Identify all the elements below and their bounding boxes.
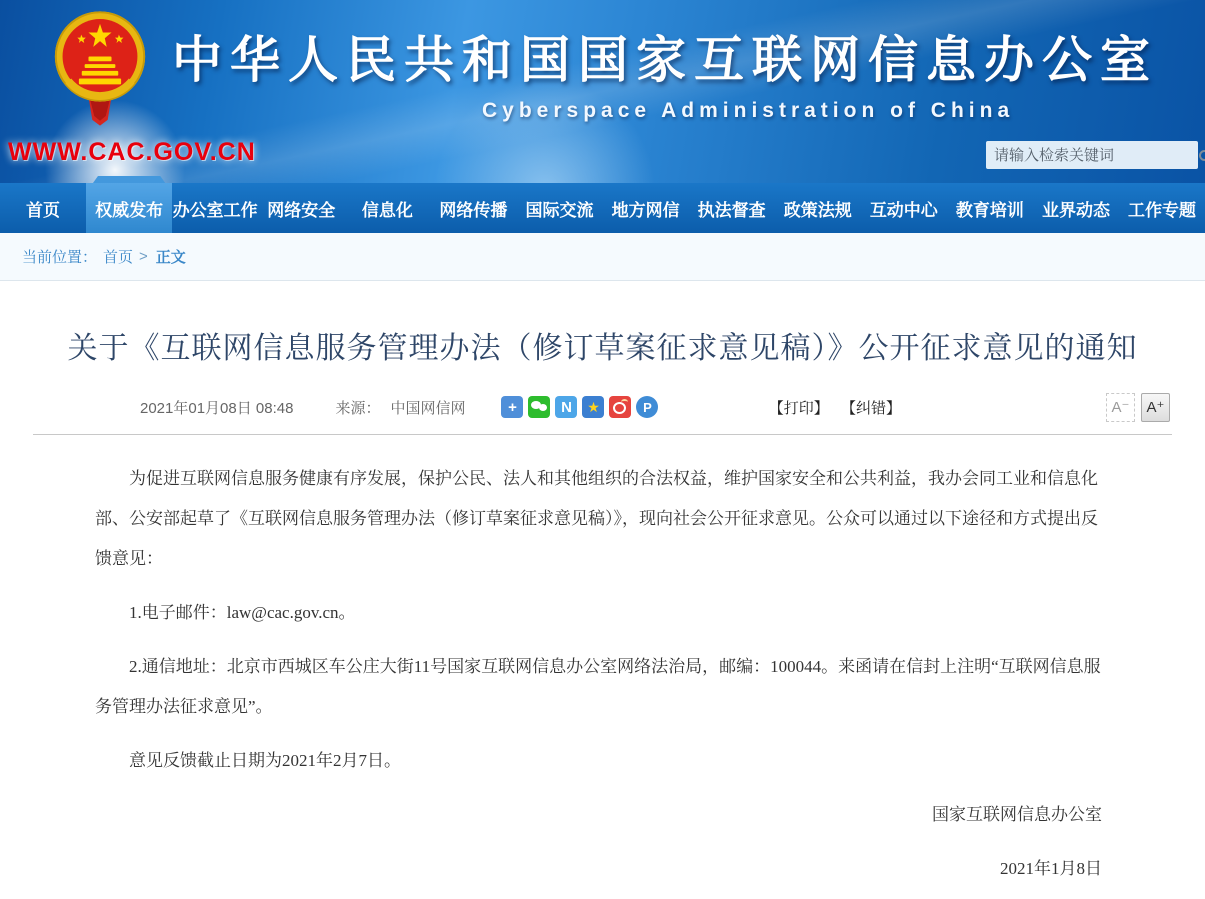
- signature-block: [33, 795, 1172, 889]
- article-source: [335, 397, 465, 418]
- wechat-icon[interactable]: [528, 396, 550, 418]
- article-body: [33, 435, 1172, 781]
- article-paragraph-2: 1.电子邮件：law@cac.gov.cn。: [129, 603, 356, 622]
- qzone-icon[interactable]: ★: [582, 396, 604, 418]
- breadcrumb-current: 正文: [155, 249, 186, 266]
- source-name: 中国网信网: [390, 399, 466, 417]
- share-more-icon[interactable]: +: [501, 396, 523, 418]
- site-title: 中华人民共和国国家互联网信息办公室: [172, 32, 1158, 88]
- nav-item-10[interactable]: 互动中心: [869, 200, 938, 220]
- breadcrumb-separator: >: [139, 248, 148, 265]
- nav-item-13[interactable]: 工作专题: [1128, 200, 1197, 220]
- article-paragraph-4: 意见反馈截止日期为2021年2月7日。: [129, 751, 401, 770]
- nav-item-4[interactable]: 信息化: [361, 200, 413, 220]
- font-larger-button[interactable]: A⁺: [1141, 393, 1170, 422]
- site-url: WWW.CAC.GOV.CN: [8, 138, 256, 166]
- article: [33, 323, 1172, 899]
- share-bar: [501, 396, 658, 418]
- article-title: 关于《互联网信息服务管理办法（修订草案征求意见稿）》公开征求意见的通知: [67, 332, 1138, 365]
- breadcrumb: [0, 233, 1205, 281]
- font-size-controls: [1106, 393, 1170, 422]
- source-label: 来源：: [335, 399, 381, 417]
- font-smaller-button[interactable]: A⁻: [1106, 393, 1135, 422]
- article-paragraph-3: 2.通信地址：北京市西城区车公庄大街11号国家互联网信息办公室网络法治局，邮编：100044。来函请在信封上注明“互联网信息服务管理办法征求意见”。: [95, 657, 1101, 716]
- site-subtitle: Cyberspace Administration of China: [482, 99, 1015, 122]
- search-input[interactable]: [994, 147, 1193, 164]
- people-weibo-icon[interactable]: P: [636, 396, 658, 418]
- sina-weibo-icon[interactable]: [609, 396, 631, 418]
- article-date: 2021年01月08日 08:48: [140, 399, 294, 417]
- search-icon[interactable]: [1199, 150, 1205, 161]
- search-box: [986, 141, 1198, 169]
- nav-item-1[interactable]: 权威发布: [86, 183, 172, 233]
- main-nav: [0, 183, 1205, 233]
- article-paragraph-1: 为促进互联网信息服务健康有序发展，保护公民、法人和其他组织的合法权益，维护国家安全和公共利益，我办会同工业和信息化部、公安部起草了《互联网信息服务管理办法（修订草案征求意见稿）》，现向社会公开征求意见。公众可以通过以下途径和方式提出反馈意见：: [95, 469, 1098, 568]
- nav-item-11[interactable]: 教育培训: [955, 200, 1024, 220]
- signature-date: 2021年1月8日: [1000, 859, 1102, 878]
- nav-item-8[interactable]: 执法督查: [697, 200, 766, 220]
- nav-item-5[interactable]: 网络传播: [439, 200, 508, 220]
- nav-item-6[interactable]: 国际交流: [525, 200, 594, 220]
- nav-item-7[interactable]: 地方网信: [611, 200, 680, 220]
- national-emblem-logo: [52, 6, 148, 130]
- signature: 国家互联网信息办公室: [932, 805, 1102, 824]
- netease-weibo-icon[interactable]: N: [555, 396, 577, 418]
- nav-item-3[interactable]: 网络安全: [267, 200, 336, 220]
- breadcrumb-label: 当前位置：: [22, 249, 98, 266]
- article-actions: [761, 397, 901, 418]
- article-meta: [140, 393, 1172, 421]
- nav-item-9[interactable]: 政策法规: [783, 200, 852, 220]
- site-header: [0, 0, 1205, 183]
- breadcrumb-home-link[interactable]: 首页: [103, 249, 134, 266]
- print-button[interactable]: 【打印】: [768, 399, 829, 417]
- nav-item-0[interactable]: 首页: [26, 200, 61, 220]
- nav-item-2[interactable]: 办公室工作: [172, 200, 258, 220]
- correct-button[interactable]: 【纠错】: [840, 399, 901, 417]
- nav-item-12[interactable]: 业界动态: [1041, 200, 1110, 220]
